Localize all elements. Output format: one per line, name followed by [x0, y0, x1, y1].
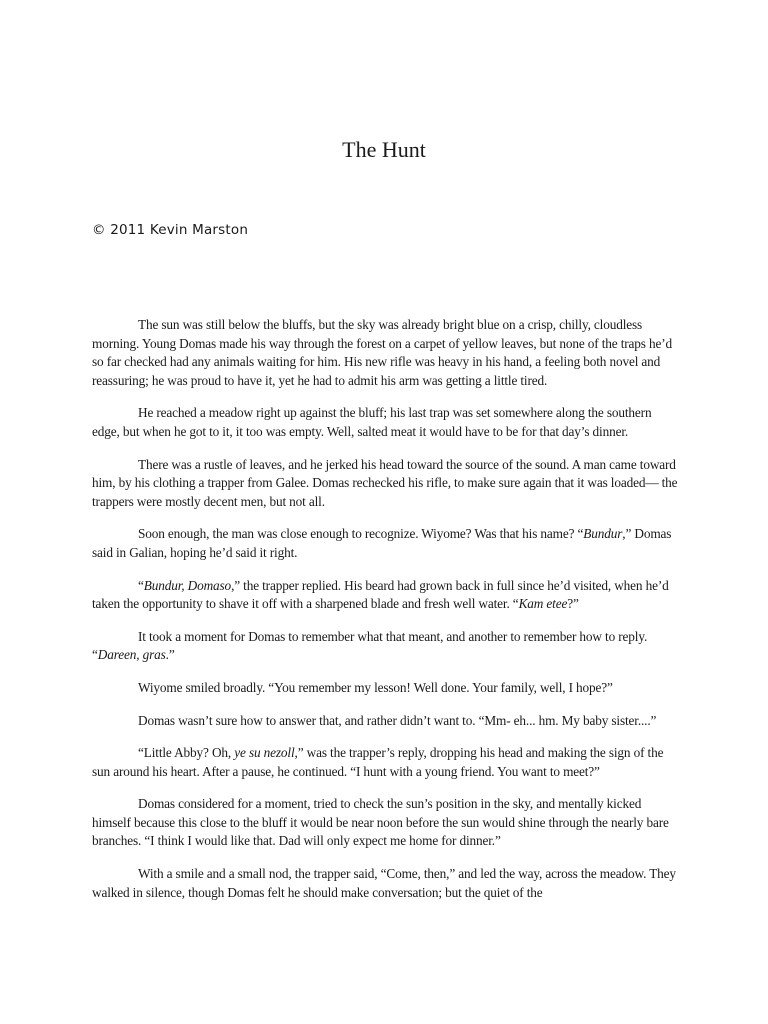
text-run: “: [138, 577, 144, 593]
story-paragraph: [92, 404, 678, 441]
text-run: ?”: [567, 596, 579, 612]
italic-phrase: Dareen, gras: [97, 647, 166, 663]
story-paragraph: [92, 865, 678, 902]
text-run: .”: [165, 647, 175, 663]
text-run: With a smile and a small nod, the trapper said, “Come, then,” and led the way, across the meadow. They walked in silence, though Domas felt he should make conversation; but the quiet of the: [92, 866, 676, 900]
story-paragraph: [92, 712, 678, 731]
document-title: The Hunt: [342, 137, 426, 162]
story-paragraph: [92, 628, 678, 665]
copyright-notice: © 2011 Kevin Marston: [92, 222, 249, 238]
text-run: Domas wasn’t sure how to answer that, and rather didn’t want to. “Mm- eh... hm. My baby sister....”: [138, 712, 657, 728]
text-run: ,” was the trapper’s reply, dropping his head and making the sign of the sun around his heart. After a pause, he continued. “I hunt with a young friend. You want to meet?”: [92, 745, 664, 779]
story-paragraph: [92, 456, 678, 512]
text-run: The sun was still below the bluffs, but the sky was already bright blue on a crisp, chilly, cloudless morning. Young Domas made his way through the forest on a carpet of yellow leaves, but none of the traps he’d so far checked had any animals waiting for him. His new rifle was heavy in his hand, a feeling both novel and reassuring; he was proud to have it, yet he had to admit his arm was getting a little tired.: [92, 317, 673, 388]
story-paragraph: [92, 744, 678, 781]
story-paragraph: [92, 525, 678, 562]
story-paragraph: [92, 679, 678, 698]
story-paragraph: [92, 577, 678, 614]
text-run: ,” Domas said in Galian, hoping he’d said it right.: [92, 526, 672, 560]
italic-phrase: ye su nezoll: [234, 745, 295, 761]
text-run: Domas considered for a moment, tried to check the sun’s position in the sky, and mentally kicked himself because this close to the bluff it would be near noon before the sun would shine through the nearly bare branches. “I think I would like that. Dad will only expect me home for dinner.”: [92, 796, 669, 849]
text-run: Soon enough, the man was close enough to recognize. Wiyome? Was that his name? “: [138, 526, 584, 542]
text-run: It took a moment for Domas to remember what that meant, and another to remember how to reply. “: [92, 628, 648, 663]
story-body: [92, 316, 678, 902]
italic-phrase: Bundur, Domaso: [143, 577, 232, 593]
text-run: There was a rustle of leaves, and he jerked his head toward the source of the sound. A man came toward him, by his clothing a trapper from Galee. Domas rechecked his rifle, to make sure again that it was loaded— the trappers were mostly decent men, but not all.: [92, 456, 678, 509]
text-run: ,” the trapper replied. His beard had grown back in full since he’d visited, when he’d taken the opportunity to shave it off with a sharpened blade and fresh well water. “: [92, 577, 669, 612]
italic-phrase: Kam etee: [518, 596, 568, 612]
story-paragraph: [92, 795, 678, 851]
text-run: Wiyome smiled broadly. “You remember my lesson! Well done. Your family, well, I hope?”: [138, 679, 613, 695]
story-paragraph: [92, 316, 678, 390]
text-run: “Little Abby? Oh,: [138, 745, 235, 761]
italic-phrase: Bundur: [583, 526, 623, 542]
text-run: He reached a meadow right up against the bluff; his last trap was set somewhere along the southern edge, but when he got to it, it too was empty. Well, salted meat it would have to be for that day’s dinner.: [92, 405, 652, 439]
